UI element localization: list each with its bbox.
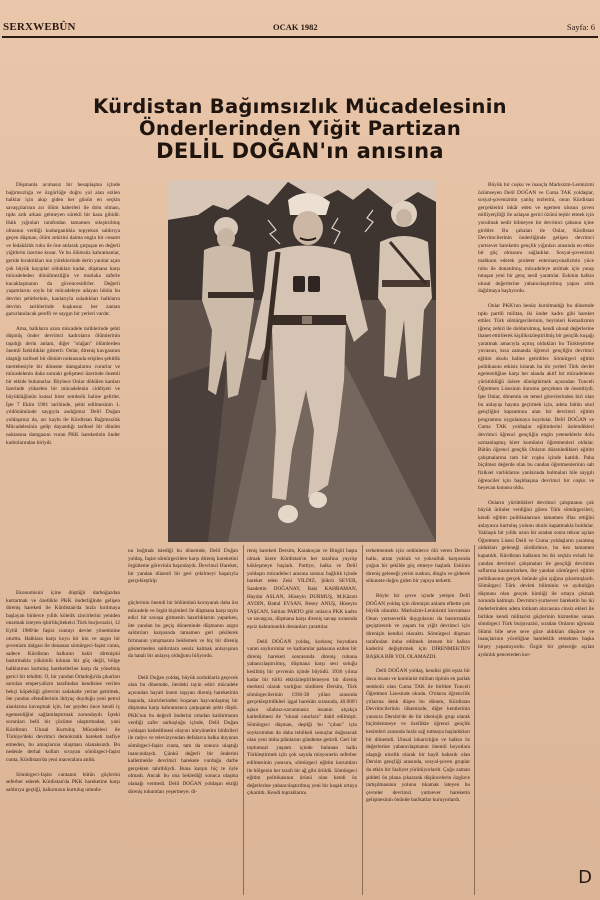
paragraph: reniş hareketi Dersim, Karakoçan ve Bingöl başta olmak üzere Kürdistan'ın her tarafına yayılıp kökleşmeye başladı. Partiye, halka ve Delil yoldaşın mücadeleci anısına sonsuz bağlılık içinde hareket eden Zeki YILDIZ, Şükrü SEVER, Saadettin DOĞANAY, Baki KAHRAMAN, Haydar ASLAN, Hüseyin DURMUŞ, M.Kâzım AYDIN, Battal EVSAN, Besey ANUŞ, Hüseyin TAŞCAN, Saltian PARTO gibi onlarca PKK kadro ve savaşçısı, düşmana karşı direniş savaşı sırasında eşsiz kahramanlık destanları yarattılar.: [247, 548, 357, 630]
guerrilla-illustration: [168, 180, 436, 542]
paragraph: Delil DOĞAN yoldaş, korkunç boyutlara varan soykırımlar ve katliamlar pahasına ezilen bir direniş hareketi sonrasında direniş ruhuna yabancılaştırılmış, düşmana karşı sesi soluğu kesilmiş bir çevrenin içinde büyüdü. 1936 yılına kadar bir türlü etkisizleştirilemeyen bir direniş merkezi olarak varlığını sürdüren Dersim, Türk sömürgecilerinin 1936-38 yılları arasında gerçekleştirdikleri işgal harekâtı sırasında, 40.000'i aşkın silahsız-savunmasız insanın alçakça katledilmesi ile "ulusal sınırlara" dahil edilmişti. Sömürgeci düşman, deştiği bu "çıban" için soykırımdan da daha tehlikeli sonuçlar doğuracak olan yeni imha plânlarını gündeme getirdi. Geri bir toplumsal yaşantı içinde bulunan halkı Türkleştirmek için çok sayıda misyonerin seferber edilmesinin yanısıra, sömürgeci eğitim kurumları ile bölgenin her tarafı bir ağ gibi örüldü. Sömürgeci eğitim politikasının ürünü olan kendi öz değerlerine yabancılaştırılmış yeni bir kuşak ortaya çıkarıldı. Kendi topraklarını: [247, 638, 357, 797]
column-divider: [243, 545, 244, 895]
issue-date: OCAK 1982: [273, 22, 318, 32]
column-left-bottom: [6, 590, 120, 801]
column-left-top: [6, 182, 120, 454]
column-divider: [474, 545, 475, 895]
paragraph: Onların yürüttükleri devrimci çalışmanın çok büyük ürünler verdiğini gören Türk sömürgecileri, kendi eğitim politikalarının tamamen iflas ettiğini anlayınca kurtuluş yolunu okulu kapatmakla buldular. Yaklaşık bir yıllık uzun bir aradan sonra tekrar açılan Öğretmen Lisesi Delil ve Cuma yoldaşların yaratmış oldukları geleneği sürdürünce, bu kez tamamen kapatıldı. Kürdistan halkının bu iki seçkin evladı bir yandan devrimci çalışmaları ile gençliği devrimin saflarına kazanırlarken, öte yandan sömürgeci eğitim politikasının gerçek önünde gün ışığına çıkarmışlardı. Sömürgeci Türk devleti biliminin ve aydınlığın düşmanı olan gerçek kimliği ile ortaya çıkmak zorunda kalmıştı. Devrimci-yurtsever hareketin bu iki önderlerinden adeta intikam alırcasına cinsiz ekleri ile birlikte kendi militarist güçlerinin hizmetine sunan sömürgeci Türk burjuvazisi, sıradan Onların uğrunda ölümü bile seve seve göze aldıkları düşünce ve inançlarının yüceliğine hamleklik etmekten başka birşey yapamıyordu. Özgür bir geleceğe açılan aydınlık pencereden kor-: [478, 499, 594, 658]
column-divider: [362, 545, 363, 895]
continuation-mark-icon: D: [578, 867, 592, 888]
paragraph: Delil Doğan yoldaş, büyük zorluklarla geçecek olan bu dönemde, ilerdeki tayin edici mücadele açısından hayati önem taşıyan direniş hareketinin başında, zincirlerinden boşanan hayvanlaşmış bir düşmana karşı kahramanca çarpışarak şehit düştü. PKK'nın bu değerli önderini ortadan kaldırmanın verdiği zafer sarhoşluğu içinde, Delil Doğan yoldaşın katledilmesi olayını nitryönetim bildirileri ile radyo ve televizyondan defalarca halka duyuran sömürgeci-faşist cunta, tam da sonuca ulaştığı inancındaydı. Çünkü değerli bir önderini katletmekle devrimci harekete vurduğu darbe gerçekten tahribliydi. Buna karşın hiç te öyle olmadı. Ancak bu ona beklediği sonuca ulaşma olanağı vermedi. Delil DOĞAN yoldaşın ektiği direniş tohumları yeşermeye; di-: [128, 674, 238, 795]
headline: [60, 96, 540, 162]
column-middle-3: [366, 548, 470, 812]
masthead-rule: [2, 36, 598, 38]
column-right: [478, 182, 594, 666]
paragraph: terketmemek için onbinlerce ölü veren Dersim halkı, artan yokluk ve yoksulluk karşısında yoğun bir şekilde göç etmeye başladı. Eskinin direniş geleneği yerini suskun, dingin ve giderek sükunete doğru giden bir yapıya terketti.: [366, 548, 470, 585]
headline-line-2: Önderlerinden Yiğit Partizan: [138, 117, 462, 140]
paper-name: SERXWEBÛN: [3, 21, 76, 33]
headline-line-1: Kürdistan Bağımsızlık Mücadelesinin: [93, 95, 507, 118]
paragraph: Böyle bir çevre içinde yetişen Delil DOĞAN yoldaş için direnişin anlamı elbette çok büyük olacaktı. Marksizm-Leninizmi kavraması Onun yurtseverlik duygularını da bastırmakla geçiştirecek ve yaşam bu yiğit devrimci için direnişin kendisi olacaktı. Sömürgeci düşman tarafından imha edilmek istenen bir halkın kaderini değiştirmek için DİRENMEKTEN BAŞKA BİR YOL OLAMAZDI.: [366, 592, 470, 660]
paragraph: Sömürgeci-faşist cuntanın bütün güçlerini seferber ederek Kürdistan'da PKK hareketine karşı saldırıya geçtiği, halkımızın kurtuluş umudu-: [6, 771, 120, 793]
page-number: Sayfa: 6: [566, 22, 595, 32]
column-middle-2: [247, 548, 357, 805]
masthead: [0, 18, 600, 38]
headline-line-3: DELİL DOĞAN'ın anısına: [156, 139, 444, 163]
paragraph: Büyük bir coşku ve inançla Marksizm-Leninizmi özümseyen Delil DOĞAN ve Cuma TAK yoldaşlar, sosyal-şovenizmin yanlış tezlerini, onun Kürdistan gerçeklerini inkâr eden ve egemen ulusun şoven milliyetçiliği ile uzlaşan gerici özünü teşhir etmek için yorulmak nedir bilmeyen bir devrimci çabanın içine girdiler. Bu çabaları ile Onlar, Kürdistan Devrimcilerinin önderliğinde gelişen devrimci yurtsever hareketin gençlik yığınları arasında en etkin bir güç olmasını sağladılar. Sosyal-şovenizmi mahkum ederek proleter enternasyonalizmin yüce ruhu ile donatılmış, mücadeleye atılmak için yanıp tutuşan yeni bir genç nesil yarattılar. Eskinin halkın ulusal değerlerine yabancılaştırılmış yapısı artık dağılmaya başlıyordu.: [478, 182, 594, 295]
paragraph: Onlar PKK'nın henüz kurulmadığı bu dönemde tıpkı partili militan, iki önder kadro gibi hareket ettiler. Türk sömürgecilerinin, beyinleri Kemalizmin iğrenç zehiri ile doldurulmuş, kendi ulusal değerlerine ihanet ettirilerek kişiliksizleştirilmiş bir gençlik kuşağı yaratmak amacıyla açmış oldukları bu Türkleştirme yuvasını, kısa zamanda öğrenci gençliğin devrimci eğitim okulu haline getirdiler. Sömürgeci eğitim politikasını etkisiz kılarak bu tür yerleri Türk devlet egemenliğine karşı her alanda aktif bir mücadelenin yürütüldüğü üslere dönüştürmek açısından Tunceli Öğretmen Lisesinin durumu gerçekten de önemliydi. İşte Onlar, dönemin en temel görevlerinden biri olan bu anlayışı hayata geçirmek için, adeta bütün okul gençliğini kapsamına alan bir devrimci eğitim programını uygulamaya koydular. Delil DOĞAN ve Cuma TAK yoldaşlar eğitimlerini üstlendikleri devrimci öğrenci gençliğin engin yeteneklerle dolu uzmanlaşmış birer komünist öğretmenleri oldular. Bütün öğrenci gençlik Onların düzenledikleri eğitim çalışmalarına tam bir coşku içinde katıldı. Paha biçilmez değerde olan bu candan öğretmenlerinin salt fiziksel varlıklarını yanlarında bulmaları bile saygılı öğrenciler için başlıbaşına devrimci bir coşku ve heyecan konusu oldu.: [478, 302, 594, 492]
paragraph: güçlerinin önemli bir bölümünü koruyarak daha üst mücadele ve örgüt biçimleri ile düşmana karşı tayin edici bir savaşa girmenin hazırlıklarını yaparken, öte yandan bu geçiş döneminde düşmanın azgın saldırıları karşısında tamamen geri çekilerek fırtınanın yatışmasını beklemek ve hiç bir direniş göstermeden saldırılara sessiz kalmak anlayışının da hatalı bir anlayış olduğunu biliyordu.: [128, 599, 238, 660]
illustration-drawing: [168, 180, 436, 542]
paragraph: Ekonomisini içine düştüğü darboğazdan kurtarmak ve özellikle PKK önderliğinde gelişen direniş hareketi ile Kürdistan'da hızla kırılmaya başlayan binlerce yıllık kölelik zincirlerini yeniden onarmak isteyen işbirlikçitekelci Türk burjuvazisi, 12 Eylül 1980'de faşist cuntayı devlet yönetimine oturttu. Halklara karşı koyu bir kin ve azgın bir şovenizm dalgası ile donanan sömürgeci-faşist cunta, sadece Kürdistan halkının haklı direnişini bastırmakla yükümlü kılınan bir güç değil, bölge halklarının kurtuluş hareketlerine karşı da yönelmiş gerici bir tehditti. O, bir yandan Ortadoğu'da çıkarları sarsılan emperyalizm tarafından kendisine verilen bekçi köpekliği görevini sadakatle yerine getirmek, öte yandan efendilerinin ihtiyaç duyduğu yeni petrol alanlarına kavuşmak için, her şeyden önce kendi iç egemenliğini sağlamlaştırmak zorundaydı. İçteki sorunları belli bir çözüme ulaştırmadan, yani Kürdistan Ulusal Kurtuluş Mücadelesi ile Türkiye'deki devrimci demokratik hareketi tasfiye etmeden, bu amaçlarına ulaşması olanaksızdı. Bu nedenle derhal kolları sıvayan sömürgeci-faşist cunta, Kürdistan'da yeni maceralara atıldı.: [6, 590, 120, 764]
paragraph: Ama, halkların uzun mücadele tarihlerinde şehit düşmüş önder devrimci kadroların ölümlerinin taşıdığı derin anlam, diğer "olağan" ölümlerden önemli farklılıklar gösterir. Onlar, direniş kavgasının ulaştığı tarihsel bir dönüm noktasında erişilen şehitlik mertebesiyle bir döneme damgalarını vururlar ve mücadelenin daha sonraki gelişmesi üzerinde önemli bir etkide bulunurlar. Böylece Onlar dökülen kanları üzerinde yükselen bir mücadelenin ciddiyeti ve büyüklüğünün kutsal birer sembolü haline gelirler. İşte 7 Ekim 1981 tarihinde, şehit edilmesinin 1. yıldönümünde saygıyla andığımız Delil Doğan yoldaşımız da, acı kaybı ile Kürdistan Bağımsızlık Mücadelesinin gelip dayandığı tarihsel bir dönüm noktasına damgasını vuran PKK hareketinin önder kadrolarından biriydi.: [6, 325, 120, 446]
paragraph: Düşmanla acımasız bir hesaplaşma içinde bağımsızlığa ve özgürlüğe doğru yol alan ezilen halklar için akıp giden her günün en seçkin savaşçılarının acı ölüm haberleri ile dolu olması, tıpkı ardı arkası gelmeyen sürekli bir kaza gibidir. Halk yığınları tarafından tamamen sıkıştırılmış olmanın verdiği kudurganlıkla topyekun saldırıya geçen düşman, ölüm zehirini daima engin bir cesaret ve fedakârlık ruhu ile öne atılarak çarpışan en değerli yiğitlerin üzerine kusar. Ve bu ölümsüz kahramanlar, geride bıraktıkları nın yüreklerinde derin yaralar açan çok büyük kayıplar oldukları kadar, düşmana karşı mücadeleden dönülmezliğin ve mutlaka zaferle kucaklaşmanın da güvencesidirler. Değerli yaşamlarını soylu bir mücadeleye adayan bütün bu devrim şehitlerinin, kanlarıyla suladıkları halkların devrim tarihlerinde kuşkusuz her zaman gururlanılacak şerefli ve saygın bir yerleri vardır.: [6, 182, 120, 318]
column-middle-1: [128, 548, 238, 803]
paragraph: nu boğmak istediği bu dönemde, Delil Doğan yoldaş, faşist sömürgecilere karşı direniş hareketini örgütleme görevinin başındaydı. Devrimci Hareket, bir yandan düzenli bir geri çekilmeyi başarıyla gerçekleştirip: [128, 548, 238, 585]
paragraph: Delil DOĞAN yoldaş, kendisi gibi eşsiz bir dava insanı ve komünist militan tipinin en parlak sembolü olan Cuma TAK ile birlikte Tunceli Öğretmen Lisesinde okudu. O'nların öğrencilik yıllarına denk düşen bu dönem, Kürdistan Devrimcilerinin ülkemizde, diğer kentlerinin yanısıra Dersim'de de bir ideolojik grup olarak biçimlenmeye ve özellikle öğrenci gençlik kesimleri arasında hızla sağ tutmaya başladıkları bir dönemdi. Ulusal inkarcılığın ve halkın öz değerlerine yabancılaşmanın önemli boyutlara ulaştığı nicelik olarak bir hayli kabarık olan Dersim gençliği arasında, sosyal-şoven gruplar da etkin bir faaliyet yürütüyorlardı. Çoğu zaman şiddeti ön plana çıkararak düşüncelerin özgürce tartışılmasının yolunu tıkamak isteyen bu çevreler devrimci yurtsever hareketin gelişmesinin önünde barikatlar kuruyorlardı.: [366, 668, 470, 804]
